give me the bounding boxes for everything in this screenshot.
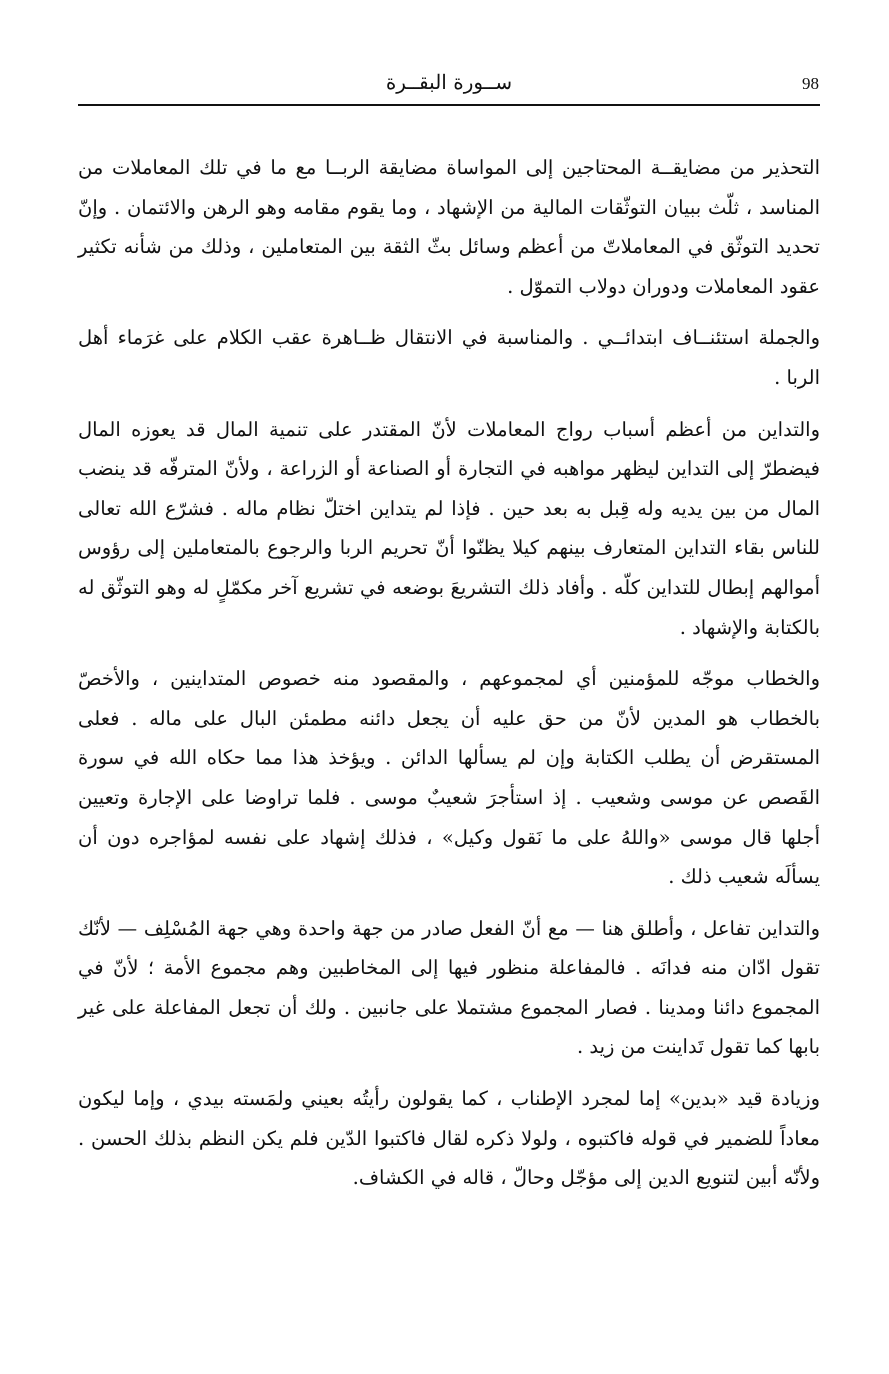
paragraph: والخطاب موجّه للمؤمنين أي لمجموعهم ، والمقصود منه خصوص المتداينين ، والأخصّ بالخطاب هو المدين لأنّ من حق عليه أن يجعل دائنه مطمئن البال على ماله . فعلى المستقرض أن يطلب الكتابة وإن لم يسألها الدائن . ويؤخذ هذا مما حكاه الله في سورة القَصص عن موسى وشعيب . إذ استأجرَ شعيبٌ موسى . فلما تراوضا على الإجارة وتعيين أجلها قال موسى «واللهُ على ما نَقول وكيل» ، فذلك إشهاد على نفسه لمؤاجره دون أن يسألَه شعيب ذلك . xyxy=(78,667,820,889)
paragraph: والجملة استئنــاف ابتدائــي . والمناسبة في الانتقال ظــاهرة عقب الكلام على غرَماء أهل الربا . xyxy=(78,326,820,389)
body-text xyxy=(78,148,820,1210)
paragraph: والتداين تفاعل ، وأطلق هنا — مع أنّ الفعل صادر من جهة واحدة وهي جهة المُسْلِف — لأنّك تقول ادّان منه فدانَه . فالمفاعلة منظور فيها إلى المخاطبين وهم مجموع الأمة ؛ لأنّ في المجموع دائنا ومدينا . فصار المجموع مشتملا على جانبين . ولك أن تجعل المفاعلة على غير بابها كما تقول تَداينت من زيد . xyxy=(78,916,820,1059)
page-header xyxy=(78,66,820,104)
running-title: ســورة البقــرة xyxy=(385,70,513,94)
paragraph: والتداين من أعظم أسباب رواج المعاملات لأنّ المقتدر على تنمية المال قد يعوزه المال فيضطرّ إلى التداين ليظهر مواهبه في التجارة أو الصناعة أو الزراعة ، ولأنّ المترفّه قد ينضب المال من بين يديه وله قِبل به بعد حين . فإذا لم يتداين اختلّ نظام ماله . فشرّع الله تعالى للناس بقاء التداين المتعارف بينهم كيلا يظنّوا أنّ تحريم الربا والرجوع بالمتعاملين إلى رؤوس أموالهم إبطال للتداين كلّه . وأفاد ذلك التشريعَ بوضعه في تشريع آخر مكمّلٍ له وهو التوثّق له بالكتابة والإشهاد . xyxy=(78,417,820,639)
paragraph: وزيادة قيد «بدين» إما لمجرد الإطناب ، كما يقولون رأيتُه بعيني ولمَسته بيدي ، وإما ليكون معاداً للضمير في قوله فاكتبوه ، ولولا ذكره لقال فاكتبوا الدّين فلم يكن النظم بذلك الحسن . ولأنّه أبين لتنويع الدين إلى مؤجّل وحالّ ، قاله في الكشاف. xyxy=(78,1087,820,1190)
page-number: 98 xyxy=(802,74,819,93)
paragraph: التحذير من مضايقــة المحتاجين إلى المواساة مضايقة الربــا مع ما في تلك المعاملات من المناسد ، ثلّث ببيان التوثّقات المالية من الإشهاد ، وما يقوم مقامه وهو الرهن والائتمان . وإنّ تحديد التوثّق في المعاملاتّ من أعظم وسائل بثّ الثقة بين المتعاملين ، وذلك من شأنه تكثير عقود المعاملات ودوران دولاب التموّل . xyxy=(78,156,820,298)
header-rule xyxy=(78,104,820,106)
